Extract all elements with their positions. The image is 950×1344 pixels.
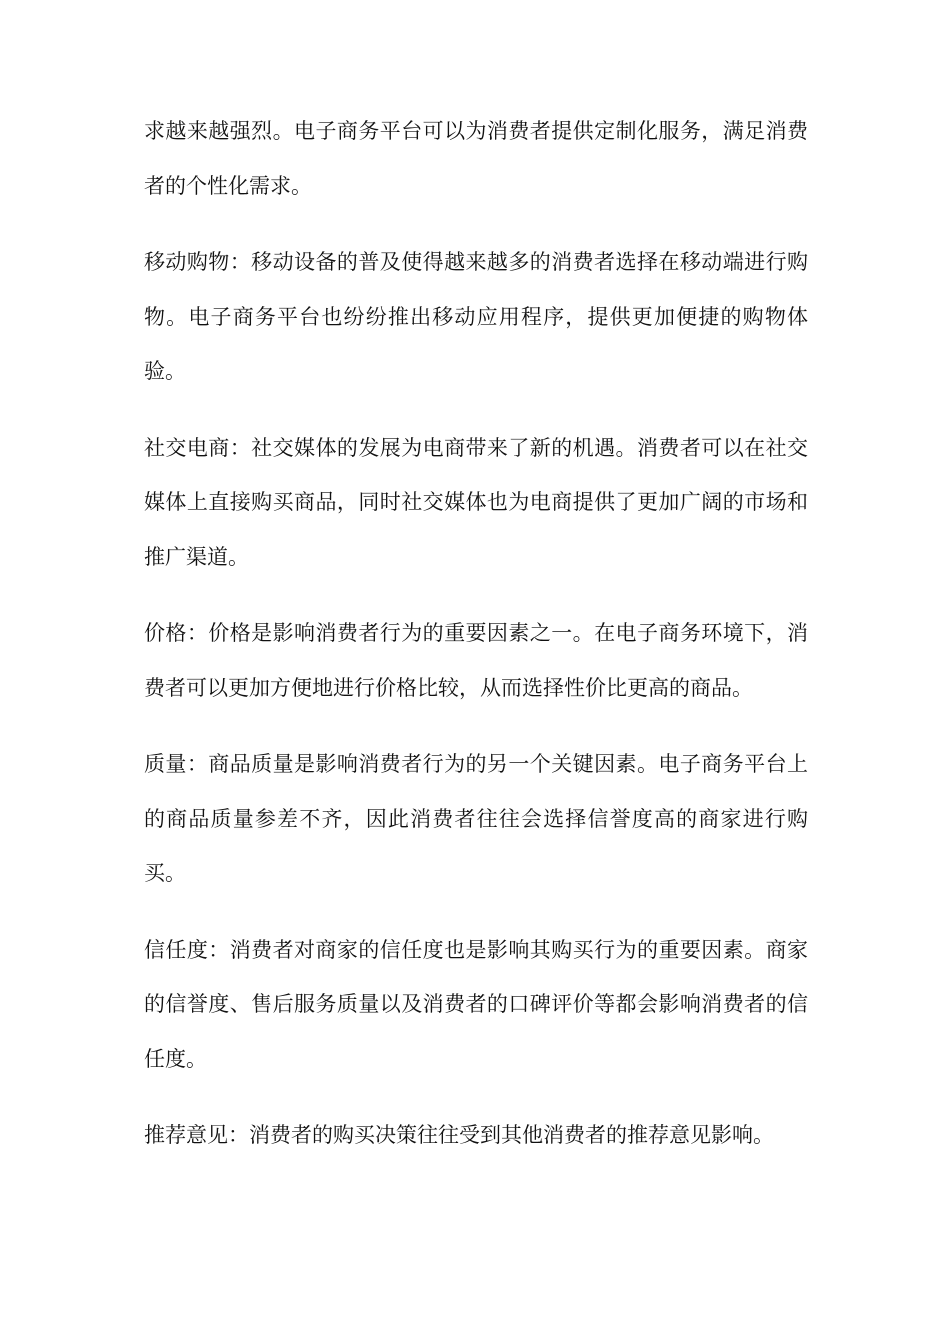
paragraph-quality: 质量：商品质量是影响消费者行为的另一个关键因素。电子商务平台上的商品质量参差不齐，因此消费者往往会选择信誉度高的商家进行购买。 bbox=[144, 752, 808, 885]
paragraph-trust: 信任度：消费者对商家的信任度也是影响其购买行为的重要因素。商家的信誉度、售后服务质量以及消费者的口碑评价等都会影响消费者的信任度。 bbox=[144, 937, 808, 1071]
paragraph-personalization: 求越来越强烈。电子商务平台可以为消费者提供定制化服务，满足消费者的个性化需求。 bbox=[144, 119, 808, 198]
paragraph-social-commerce: 社交电商：社交媒体的发展为电商带来了新的机遇。消费者可以在社交媒体上直接购买商品，同时社交媒体也为电商提供了更加广阔的市场和推广渠道。 bbox=[144, 435, 808, 569]
paragraph-mobile-shopping: 移动购物：移动设备的普及使得越来越多的消费者选择在移动端进行购物。电子商务平台也纷纷推出移动应用程序，提供更加便捷的购物体验。 bbox=[144, 250, 808, 383]
document-body bbox=[144, 104, 808, 1163]
paragraph-price: 价格：价格是影响消费者行为的重要因素之一。在电子商务环境下，消费者可以更加方便地进行价格比较，从而选择性价比更高的商品。 bbox=[144, 621, 808, 700]
paragraph-recommendation: 推荐意见：消费者的购买决策往往受到其他消费者的推荐意见影响。 bbox=[144, 1123, 774, 1147]
